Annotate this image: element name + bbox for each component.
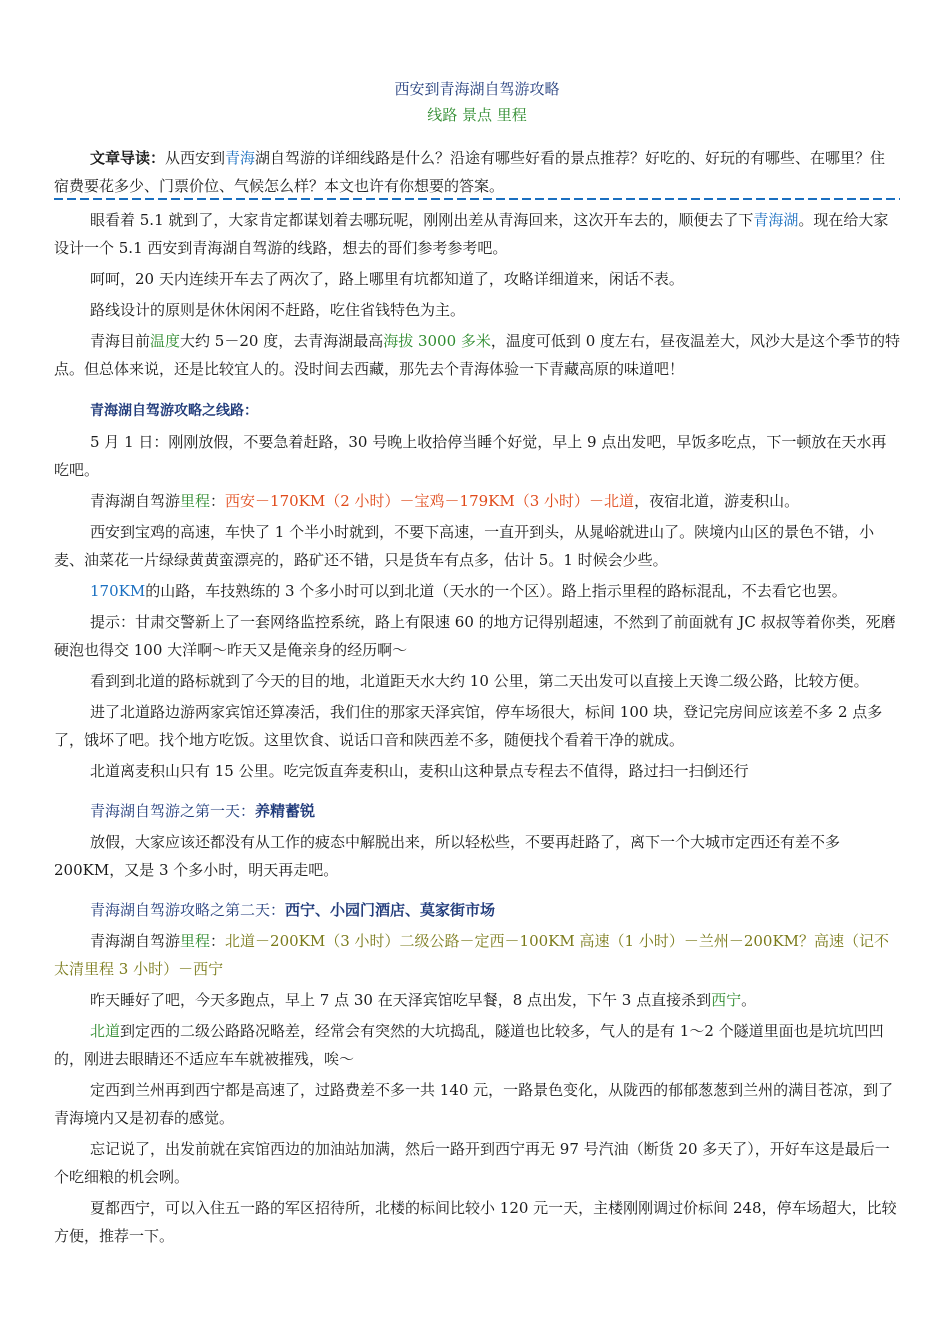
paragraph-2: 呵呵，20 天内连续开车去了两次了，路上哪里有坑都知道了，攻略详细道来，闲话不表。 [90, 270, 684, 288]
heading-route: 青海湖自驾游攻略之线路： [90, 403, 258, 419]
heading-day1 [54, 797, 900, 825]
link-qinghai-lake[interactable]: 青海湖 [753, 211, 799, 229]
paragraph-6 [54, 487, 900, 515]
link-qinghai[interactable]: 青海 [225, 149, 256, 167]
document-page [54, 0, 900, 200]
paragraph-14 [54, 927, 900, 983]
route-day0: 西安－170KM（2 小时）－宝鸡－179KM（3 小时）－北道 [225, 492, 635, 510]
link-xining[interactable]: 西宁 [711, 991, 742, 1009]
p4-text-b: 大约 5－20 度，去青海湖最高 [180, 332, 384, 350]
paragraph-19: 夏都西宁，可以入住五一路的军区招待所，北楼的标间比较小 120 元一天，主楼刚刚调过价标间 248，停车场超大，比较方便，推荐一下。 [54, 1199, 897, 1245]
p4-text: 青海目前 [90, 332, 151, 350]
link-temperature[interactable]: 温度 [150, 332, 181, 350]
p6-text: 青海湖自驾游 [90, 492, 181, 510]
link-altitude[interactable]: 海拔 3000 多米 [383, 332, 491, 350]
p1-text: 眼看着 5.1 就到了，大家肯定都谋划着去哪玩呢，刚刚出差从青海回来，这次开车去的，顺便去了下 [90, 211, 754, 229]
heading-day1-prefix: 青海湖自驾游之第一天： [90, 802, 256, 820]
paragraph-10: 看到到北道的路标就到了今天的目的地，北道距天水大约 10 公里，第二天出发可以直接上天谗二级公路，比较方便。 [90, 672, 869, 690]
paragraph-4 [54, 327, 900, 383]
paragraph-5: 5 月 1 日：刚刚放假，不要急着赶路，30 号晚上收拾停当睡个好觉，早上 9 点出发吧，早饭多吃点，下一顿放在天水再吃吧。 [54, 433, 887, 479]
p14-colon: ： [210, 932, 226, 950]
paragraph-18: 忘记说了，出发前就在宾馆西边的加油站加满，然后一路开到西宁再无 97 号汽油（断货 20 多天了），开好车这是最后一个吃细粮的机会咧。 [54, 1140, 890, 1186]
document-title: 西安到青海湖自驾游攻略 [394, 80, 560, 98]
p6-colon: ： [210, 492, 226, 510]
p16-text: 到定西的二级公路路况略差，经常会有突然的大坑捣乱，隧道也比较多，气人的是有 1～2 个隧道里面也是坑坑凹凹的，刚进去眼睛还不适应车车就被摧残，唉～ [54, 1022, 884, 1068]
paragraph-7: 西安到宝鸡的高速，车快了 1 个半小时就到，不要下高速，一直开到头，从晁峪就进山了。陕境内山区的景色不错，小麦、油菜花一片绿绿黄黄蛮漂亮的，路矿还不错，只是货车有点多，估计 5。1 时候会少些。 [54, 523, 875, 569]
paragraph-16 [54, 1017, 900, 1073]
intro-text-cont: 湖自驾游的详细线路是什么？沿途有哪些好看的景点推荐？好吃的、好玩的有哪些、在哪里？住宿费要花多少、门票价位、气候怎么样？本文也许有你想要的答案。 [54, 149, 886, 195]
link-170km[interactable]: 170KM [90, 582, 146, 600]
p4-text-c: ，温度可低到 0 度左右，昼夜温差大，风沙大是这个季节的特点。但总体来说，还是比较宜人的。没时间去西藏，那先去个青海体验一下青藏高原的味道吧！ [54, 332, 901, 378]
p8-text: 的山路，车技熟练的 3 个多小时可以到北道（天水的一个区）。路上指示里程的路标混乱，不去看它也罢。 [145, 582, 847, 600]
paragraph-1 [54, 206, 900, 262]
heading-day2 [54, 896, 900, 924]
p1-text-cont: 。现在给大家设计一个 5.1 西安到青海湖自驾游的线路，想去的哥们参考参考吧。 [54, 211, 889, 257]
paragraph-9: 提示：甘肃交警新上了一套网络监控系统，路上有限速 60 的地方记得别超速，不然到了前面就有 JC 叔叔等着你类，死磨硬泡也得交 100 大洋啊～昨天又是俺亲身的经历啊～ [54, 613, 896, 659]
paragraph-17: 定西到兰州再到西宁都是高速了，过路费差不多一共 140 元，一路景色变化，从陇西的郁郁葱葱到兰州的满目苍凉，到了青海境内又是初春的感觉。 [54, 1081, 894, 1127]
link-mileage-2[interactable]: 里程 [180, 932, 211, 950]
link-mileage[interactable]: 里程 [180, 492, 211, 510]
link-beidao[interactable]: 北道 [90, 1022, 121, 1040]
article-body [54, 206, 900, 1250]
heading-day1-title: 养精蓄锐 [255, 802, 316, 820]
route-day2: 北道－200KM（3 小时）二级公路－定西－100KM 高速（1 小时）－兰州－200KM？高速（记不太清里程 3 小时）－西宁 [54, 932, 890, 978]
document-subtitle: 线路 景点 里程 [427, 106, 527, 124]
dashed-divider [54, 198, 900, 200]
p15-text: 昨天睡好了吧，今天多跑点，早上 7 点 30 在天泽宾馆吃早餐，8 点出发，下午 3 点直接杀到 [90, 991, 712, 1009]
heading-day2-title: 西宁、小园门酒店、莫家街市场 [285, 901, 496, 919]
paragraph-15 [54, 986, 900, 1014]
p14-text: 青海湖自驾游 [90, 932, 181, 950]
p15-text-b: 。 [741, 991, 757, 1009]
intro-paragraph [54, 144, 900, 200]
paragraph-3: 路线设计的原则是休休闲闲不赶路，吃住省钱特色为主。 [90, 301, 466, 319]
paragraph-8 [54, 577, 900, 605]
intro-text: 从西安到 [165, 149, 226, 167]
paragraph-13: 放假，大家应该还都没有从工作的疲态中解脱出来，所以轻松些，不要再赶路了，离下一个大城市定西还有差不多 200KM，又是 3 个多小时，明天再走吧。 [54, 833, 841, 879]
intro-label: 文章导读： [90, 149, 166, 167]
p6-text-b: ，夜宿北道，游麦积山。 [634, 492, 800, 510]
heading-day2-prefix: 青海湖自驾游攻略之第二天： [90, 901, 286, 919]
paragraph-12: 北道离麦积山只有 15 公里。吃完饭直奔麦积山，麦积山这种景点专程去不值得，路过扫一扫倒还行 [90, 762, 749, 780]
paragraph-11: 进了北道路边游两家宾馆还算凑活，我们住的那家天泽宾馆，停车场很大，标间 100 块，登记完房间应该差不多 2 点多了，饿坏了吧。找个地方吃饭。这里饮食、说话口音和陕西差不多，随便找个看着干净的就成。 [54, 703, 883, 749]
